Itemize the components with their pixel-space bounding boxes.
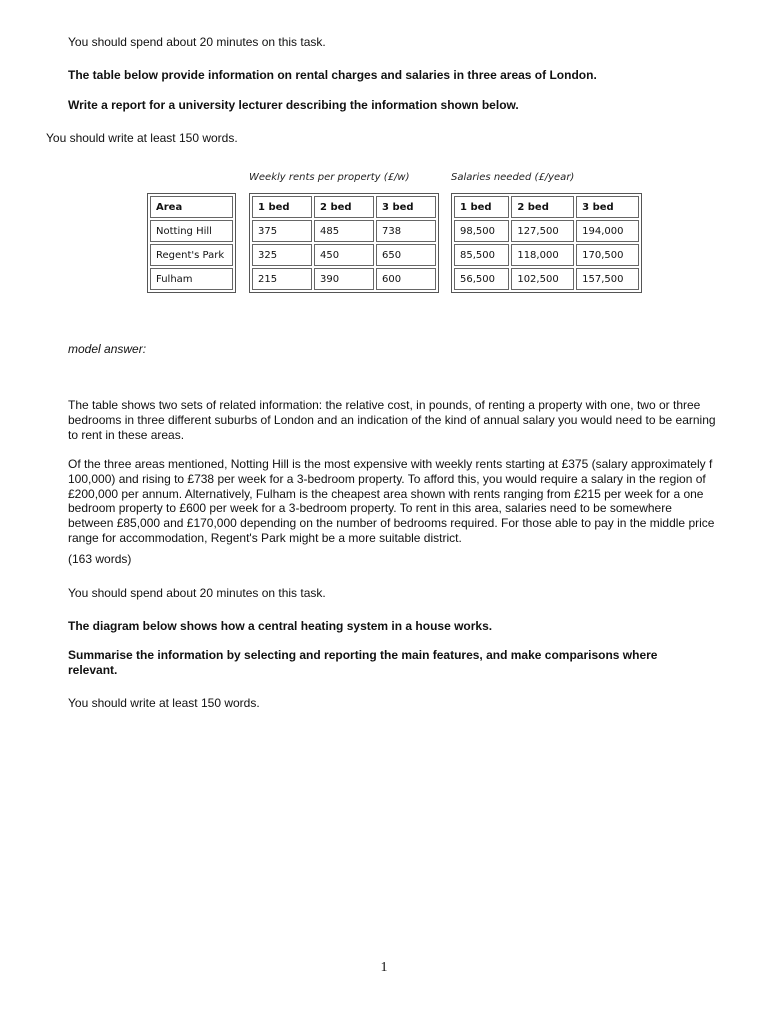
rent-cell: 650 — [376, 244, 436, 266]
rent-cell: 215 — [252, 268, 312, 290]
rent-cell: 738 — [376, 220, 436, 242]
area-cell: Notting Hill — [150, 220, 233, 242]
rent-cell: 390 — [314, 268, 374, 290]
salary-cell: 170,500 — [576, 244, 639, 266]
salary-table — [451, 193, 642, 293]
model-paragraph-2: Of the three areas mentioned, Notting Hill is the most expensive with weekly rents starting at £375 (salary approximately f 100,000) and rising to £738 per week for a 3-bedroom property. To afford this, you would require a salary in the region of £200,000 per annum. Alternatively, Fulham is the cheapest area shown with rents ranging from £215 per week for a one bedroom property to £600 per week for a 3-bedroom property. To rent in this area, salaries need to be somewhere between £85,000 and £170,000 depending on the number of bedrooms required. For those able to pay in the middle price range for accommodation, Regent's Park might be a more suitable district. — [68, 457, 715, 545]
salary-table-caption: Salaries needed (£/year) — [451, 172, 575, 183]
model-answer-label: model answer: — [68, 342, 147, 356]
salary-header: 1 bed — [454, 196, 509, 218]
salary-cell: 157,500 — [576, 268, 639, 290]
rent-header: 3 bed — [376, 196, 436, 218]
task2-time-note: You should spend about 20 minutes on this task. — [68, 586, 326, 600]
area-table — [147, 193, 236, 293]
salary-header: 3 bed — [576, 196, 639, 218]
task2-word-note: You should write at least 150 words. — [68, 696, 260, 710]
salary-cell: 102,500 — [511, 268, 574, 290]
salary-cell: 127,500 — [511, 220, 574, 242]
rent-cell: 485 — [314, 220, 374, 242]
rent-cell: 600 — [376, 268, 436, 290]
salary-header: 2 bed — [511, 196, 574, 218]
rent-table — [249, 193, 439, 293]
salary-cell: 85,500 — [454, 244, 509, 266]
area-cell: Fulham — [150, 268, 233, 290]
word-count: (163 words) — [68, 552, 132, 566]
salary-cell: 118,000 — [511, 244, 574, 266]
salary-cell: 194,000 — [576, 220, 639, 242]
task1-instruction: Write a report for a university lecturer describing the information shown below. — [68, 98, 519, 112]
rent-header: 2 bed — [314, 196, 374, 218]
area-cell: Regent's Park — [150, 244, 233, 266]
page-number: 1 — [380, 960, 388, 975]
task1-time-note: You should spend about 20 minutes on this task. — [68, 35, 326, 49]
rent-cell: 325 — [252, 244, 312, 266]
task1-word-note: You should write at least 150 words. — [46, 131, 238, 145]
area-header: Area — [150, 196, 233, 218]
salary-cell: 98,500 — [454, 220, 509, 242]
rent-table-caption: Weekly rents per property (£/w) — [249, 172, 410, 183]
model-paragraph-1: The table shows two sets of related information: the relative cost, in pounds, of renting a property with one, two or three bedrooms in three different suburbs of London and an indication of the kind of annual salary you would need to be earning to rent in these areas. — [68, 398, 716, 442]
rent-cell: 375 — [252, 220, 312, 242]
rent-header: 1 bed — [252, 196, 312, 218]
task2-prompt: The diagram below shows how a central heating system in a house works. — [68, 619, 493, 633]
task1-prompt: The table below provide information on rental charges and salaries in three areas of London. — [68, 68, 597, 82]
task2-instruction: Summarise the information by selecting and reporting the main features, and make comparisons where relevant. — [68, 648, 658, 677]
rent-cell: 450 — [314, 244, 374, 266]
salary-cell: 56,500 — [454, 268, 509, 290]
